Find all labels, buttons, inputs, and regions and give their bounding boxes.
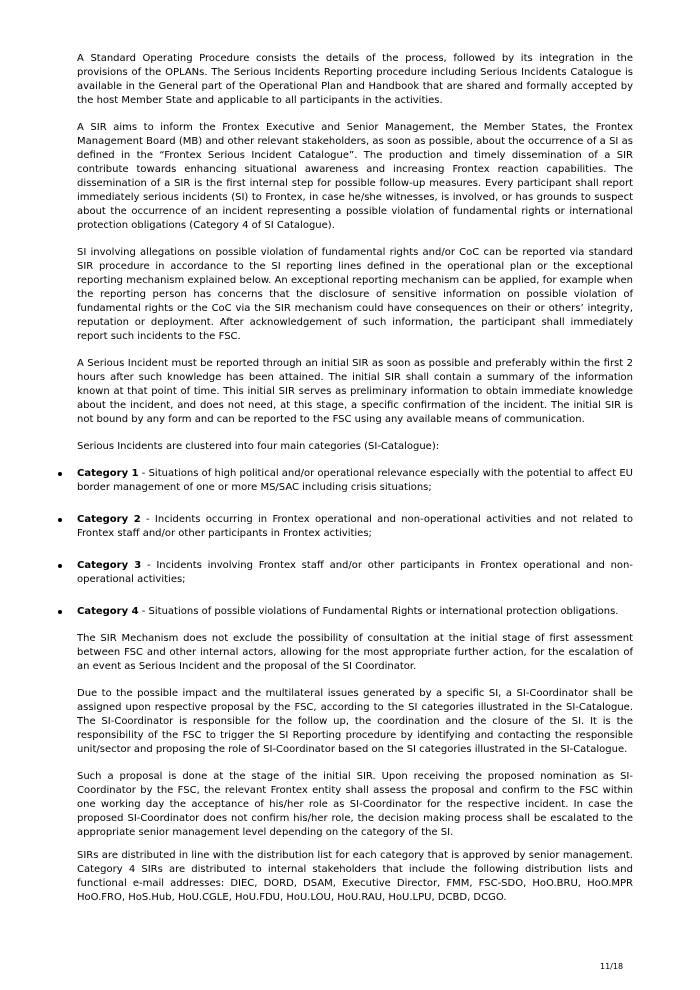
- paragraph-sir-aims: A SIR aims to inform the Frontex Executive and Senior Management, the Member States, the Frontex Management Board (MB) and other relevant stakeholders, as soon as possible, about the occurrence of a SI as defined in the “Frontex Serious Incident Catalogue”. The production and timely dissemination of a SIR contribute towards enhancing situational awareness and increasing Frontex reaction capabilities. The dissemination of a SIR is the first internal step for possible follow-up measures. Every participant shall report immediately serious incidents (SI) to Frontex, in case he/she witnesses, is involved, or has grounds to suspect about the occurrence of an incident representing a possible violation of fundamental rights or international protection obligations (Category 4 of SI Catalogue).: [77, 122, 633, 231]
- category-name: Category 4: [77, 606, 139, 617]
- paragraph-sop: A Standard Operating Procedure consists the details of the process, followed by its integration in the provisions of the OPLANs. The Serious Incidents Reporting procedure including Serious Incidents Catalogue is available in the General part of the Operational Plan and Handbook that are shared and formally accepted by the host Member State and applicable to all participants in the activities.: [77, 53, 633, 106]
- category-description: - Situations of high political and/or operational relevance especially with the potential to affect EU border management of one or more MS/SAC including crisis situations;: [77, 468, 633, 493]
- list-item: [0, 467, 633, 495]
- category-name: Category 3: [77, 560, 142, 571]
- category-description: - Situations of possible violations of Fundamental Rights or international protection obligations.: [138, 606, 619, 617]
- category-name: Category 2: [77, 514, 141, 525]
- category-description: - Incidents involving Frontex staff and/or other participants in Frontex operational and non-operational activities;: [77, 560, 633, 585]
- bullet-icon: [58, 564, 62, 568]
- paragraph-categories-intro: Serious Incidents are clustered into four main categories (SI-Catalogue):: [77, 441, 440, 452]
- bullet-icon: [58, 518, 62, 522]
- page-number: 11/18: [600, 962, 624, 971]
- list-item: [0, 605, 633, 619]
- bullet-icon: [58, 472, 62, 476]
- category-name: Category 1: [77, 468, 139, 479]
- paragraph-distribution: SIRs are distributed in line with the distribution list for each category that is approved by senior management. Category 4 SIRs are distributed to internal stakeholders that include the following distribution lists and functional e-mail addresses: DIEC, DORD, DSAM, Executive Director, FMM, FSC-SDO, HoO.BRU, HoO.MPR HoO.FRO, HoS.Hub, HoU.CGLE, HoU.FDU, HoU.LOU, HoU.RAU, HoU.LPU, DCBD, DCGO.: [77, 850, 633, 903]
- list-item: [0, 559, 633, 587]
- paragraph-proposal: Such a proposal is done at the stage of the initial SIR. Upon receiving the proposed nomination as SI-Coordinator by the FSC, the relevant Frontex entity shall assess the proposal and confirm to the FSC within one working day the acceptance of his/her role as SI-Coordinator for the respective incident. In case the proposed SI-Coordinator does not confirm his/her role, the decision making process shall be escalated to the appropriate senior management level depending on the category of the SI.: [77, 771, 633, 838]
- list-item: [0, 513, 633, 541]
- category-description: - Incidents occurring in Frontex operational and non-operational activities and not related to Frontex staff and/or other participants in Frontex activities;: [77, 514, 633, 539]
- category-list: [0, 467, 633, 619]
- paragraph-initial-sir: A Serious Incident must be reported through an initial SIR as soon as possible and preferably within the first 2 hours after such knowledge has been attained. The initial SIR shall contain a summary of the information known at that point of time. This initial SIR serves as preliminary information to obtain immediate knowledge about the incident, and does not need, at this stage, a specific confirmation of the incident. The initial SIR is not bound by any form and can be reported to the FSC using any available means of communication.: [77, 358, 633, 425]
- bullet-icon: [58, 610, 62, 614]
- paragraph-si-coordinator: Due to the possible impact and the multilateral issues generated by a specific SI, a SI-Coordinator shall be assigned upon respective proposal by the FSC, according to the SI categories illustrated in the SI-Catalogue. The SI-Coordinator is responsible for the follow up, the coordination and the closure of the SI. It is the responsibility of the FSC to trigger the SI Reporting procedure by identifying and contacting the responsible unit/sector and proposing the role of SI-Coordinator based on the SI categories illustrated in the SI-Catalogue.: [77, 688, 633, 755]
- paragraph-consultation: The SIR Mechanism does not exclude the possibility of consultation at the initial stage of first assessment between FSC and other internal actors, allowing for the most appropriate further action, for the escalation of an event as Serious Incident and the proposal of the SI Coordinator.: [77, 633, 633, 672]
- document-body: [77, 52, 633, 918]
- paragraph-exceptional-mechanism: SI involving allegations on possible violation of fundamental rights and/or CoC can be reported via standard SIR procedure in accordance to the SI reporting lines defined in the operational plan or the exceptional reporting mechanism explained below. An exceptional reporting mechanism can be applied, for example when the reporting person has concerns that the disclosure of sensitive information on possible violation of fundamental rights or the CoC via the SIR mechanism could have consequences on their or others’ integrity, reputation or deployment. After acknowledgement of such information, the participant shall immediately report such incidents to the FSC.: [77, 247, 633, 342]
